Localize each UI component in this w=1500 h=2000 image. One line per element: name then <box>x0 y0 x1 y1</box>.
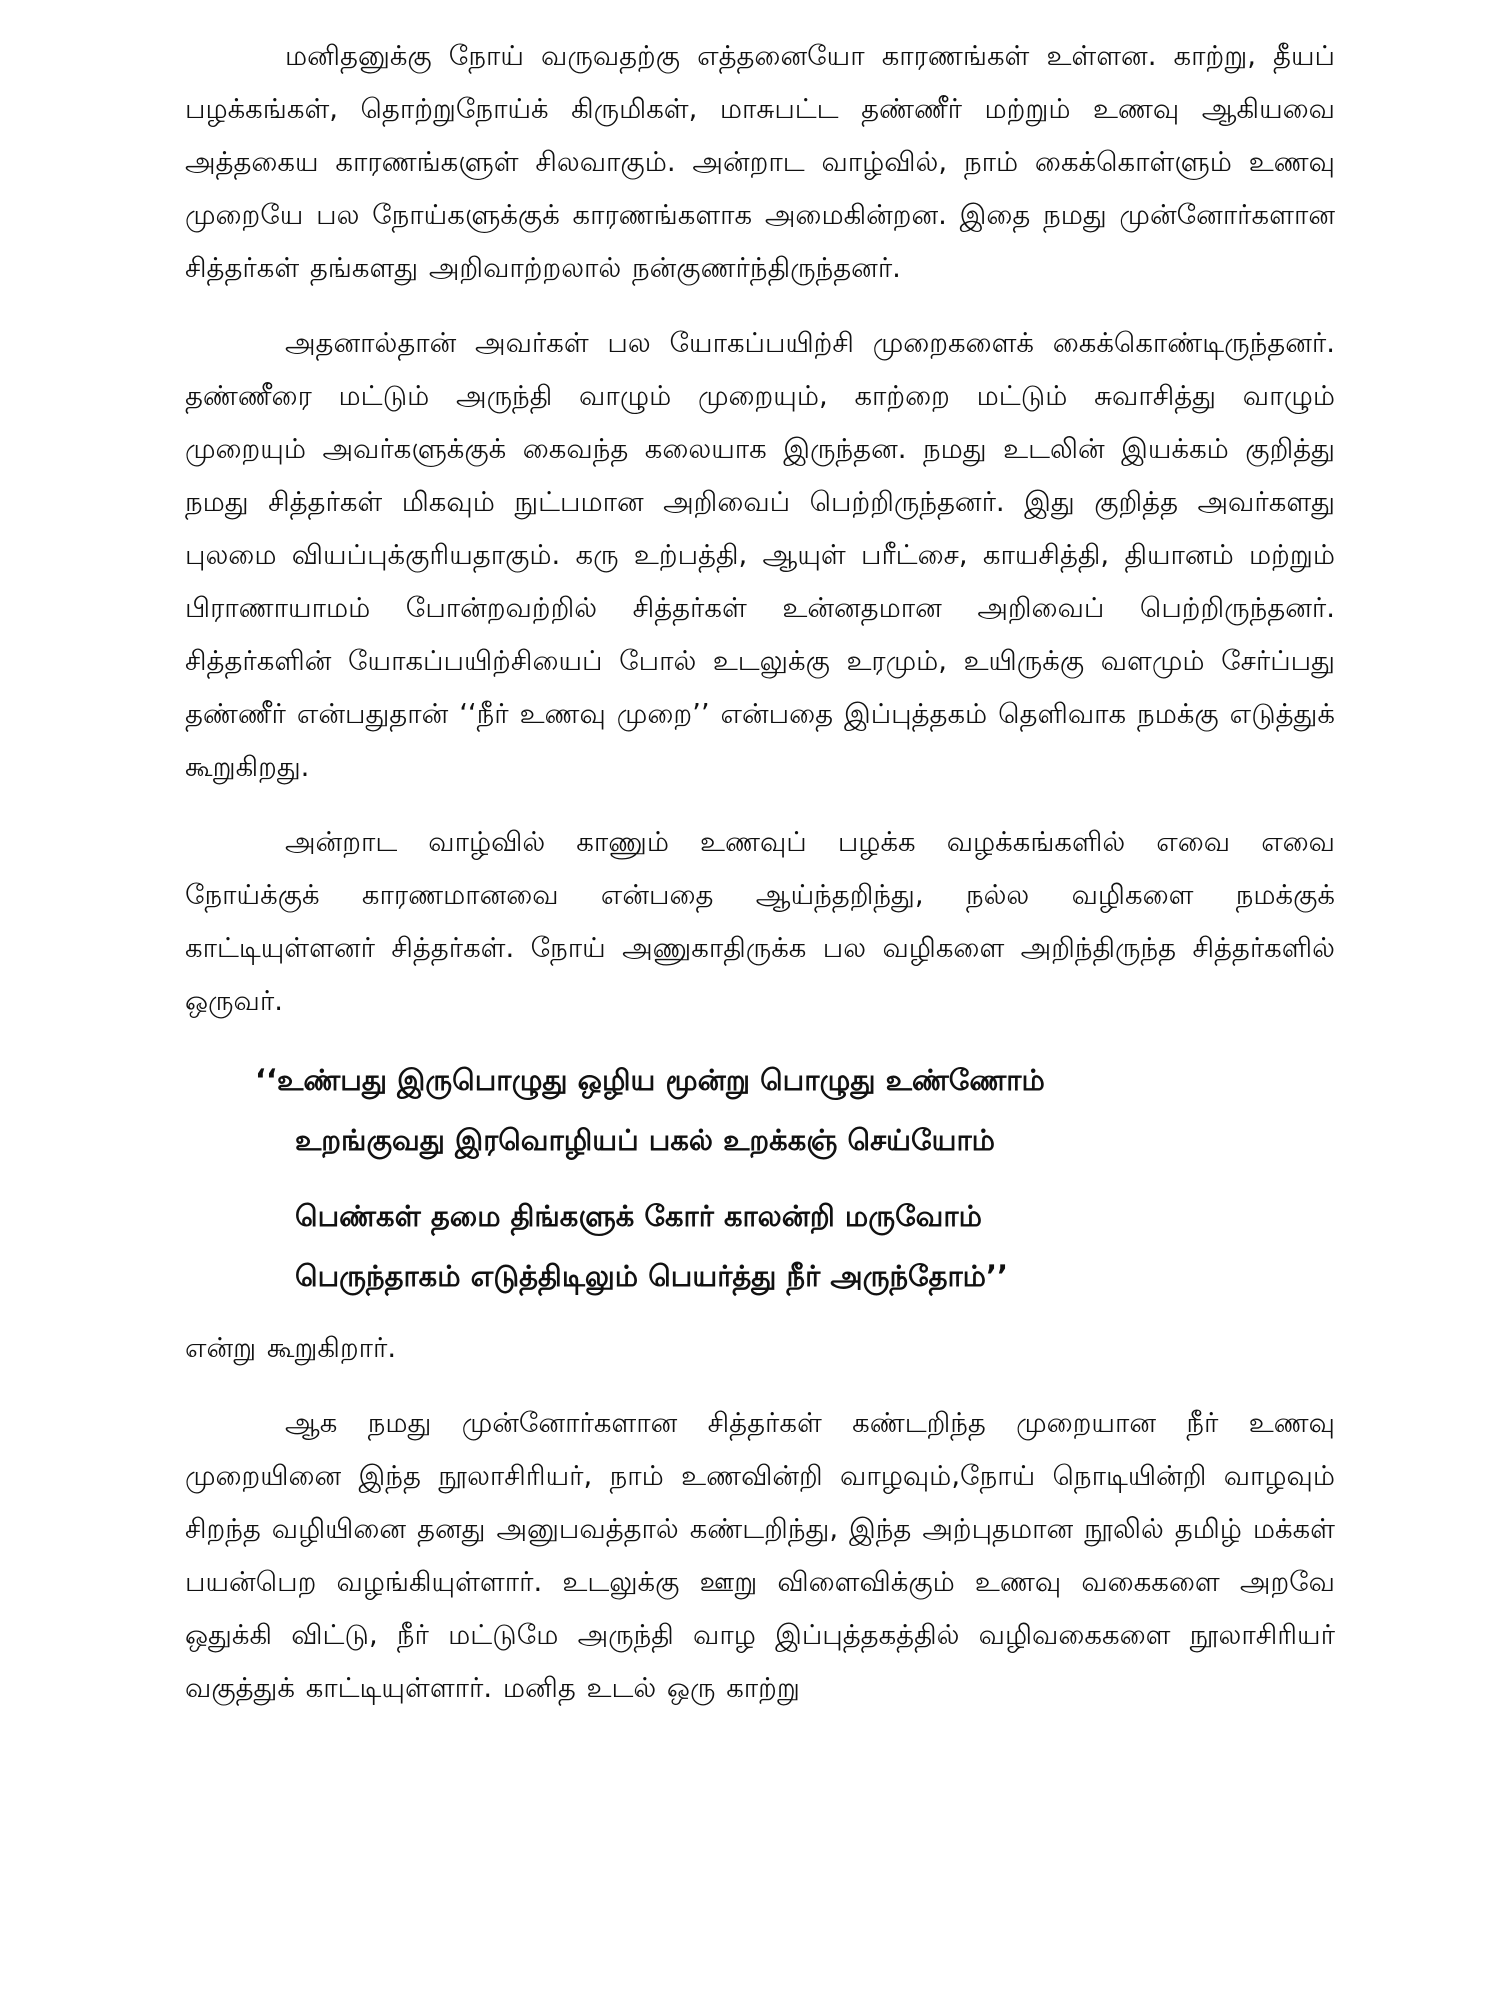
verse-stanza-2 <box>185 1186 1335 1306</box>
document-page <box>185 30 1335 1737</box>
paragraph-final: ஆக நமது முன்னோர்களான சித்தர்கள் கண்டறிந்த முறையான நீர் உணவு முறையினை இந்த நூலாசிரியர், நாம் உணவின்றி வாழவும்,நோய் நொடியின்றி வாழவும் சிறந்த வழியினை தனது அனுபவத்தால் கண்டறிந்து, இந்த அற்புதமான நூலில் தமிழ் மக்கள் பயன்பெற வழங்கியுள்ளார். உடலுக்கு ஊறு விளைவிக்கும் உணவு வகைகளை அறவே ஒதுக்கி விட்டு, நீர் மட்டுமே அருந்தி வாழ இப்புத்தகத்தில் வழிவகைகளை நூலாசிரியர் வகுத்துக் காட்டியுள்ளார். மனித உடல் ஒரு காற்று <box>185 1407 1335 1704</box>
verse-stanza-1 <box>185 1050 1335 1170</box>
verse-line: பெருந்தாகம் எடுத்திடிலும் பெயர்த்து நீர் அருந்தோம்’’ <box>295 1259 1009 1293</box>
paragraph-1: மனிதனுக்கு நோய் வருவதற்கு எத்தனையோ காரணங்கள் உள்ளன. காற்று, தீயப் பழக்கங்கள், தொற்றுநோய்க் கிருமிகள், மாசுபட்ட தண்ணீர் மற்றும் உணவு ஆகியவை அத்தகைய காரணங்களுள் சிலவாகும். அன்றாட வாழ்வில், நாம் கைக்கொள்ளும் உணவு முறையே பல நோய்களுக்குக் காரணங்களாக அமைகின்றன. இதை நமது முன்னோர்களான சித்தர்கள் தங்களது அறிவாற்றலால் நன்குணர்ந்திருந்தனர். <box>185 40 1335 284</box>
verse-line: ‘‘உண்பது இருபொழுது ஒழிய மூன்று பொழுது உண்ணோம் <box>255 1063 1045 1097</box>
verse-line: உறங்குவது இரவொழியப் பகல் உறக்கஞ் செய்யோம் <box>295 1123 995 1157</box>
paragraph-3: அன்றாட வாழ்வில் காணும் உணவுப் பழக்க வழக்கங்களில் எவை எவை நோய்க்குக் காரணமானவை என்பதை ஆய்ந்தறிந்து, நல்ல வழிகளை நமக்குக் காட்டியுள்ளனர் சித்தர்கள். நோய் அணுகாதிருக்க பல வழிகளை அறிந்திருந்த சித்தர்களில் ஒருவர். <box>185 826 1335 1017</box>
verse-line: பெண்கள் தமை திங்களுக் கோர் காலன்றி மருவோம் <box>295 1199 982 1233</box>
paragraph-2: அதனால்தான் அவர்கள் பல யோகப்பயிற்சி முறைகளைக் கைக்கொண்டிருந்தனர். தண்ணீரை மட்டும் அருந்தி வாழும் முறையும், காற்றை மட்டும் சுவாசித்து வாழும் முறையும் அவர்களுக்குக் கைவந்த கலையாக இருந்தன. நமது உடலின் இயக்கம் குறித்து நமது சித்தர்கள் மிகவும் நுட்பமான அறிவைப் பெற்றிருந்தனர். இது குறித்த அவர்களது புலமை வியப்புக்குரியதாகும். கரு உற்பத்தி, ஆயுள் பரீட்சை, காயசித்தி, தியானம் மற்றும் பிராணாயாமம் போன்றவற்றில் சித்தர்கள் உன்னதமான அறிவைப் பெற்றிருந்தனர். சித்தர்களின் யோகப்பயிற்சியைப் போல் உடலுக்கு உரமும், உயிருக்கு வளமும் சேர்ப்பது தண்ணீர் என்பதுதான் ‘‘நீர் உணவு முறை’’ என்பதை இப்புத்தகம் தெளிவாக நமக்கு எடுத்துக் கூறுகிறது. <box>185 327 1335 783</box>
after-verse-line: என்று கூறுகிறார். <box>185 1332 397 1364</box>
